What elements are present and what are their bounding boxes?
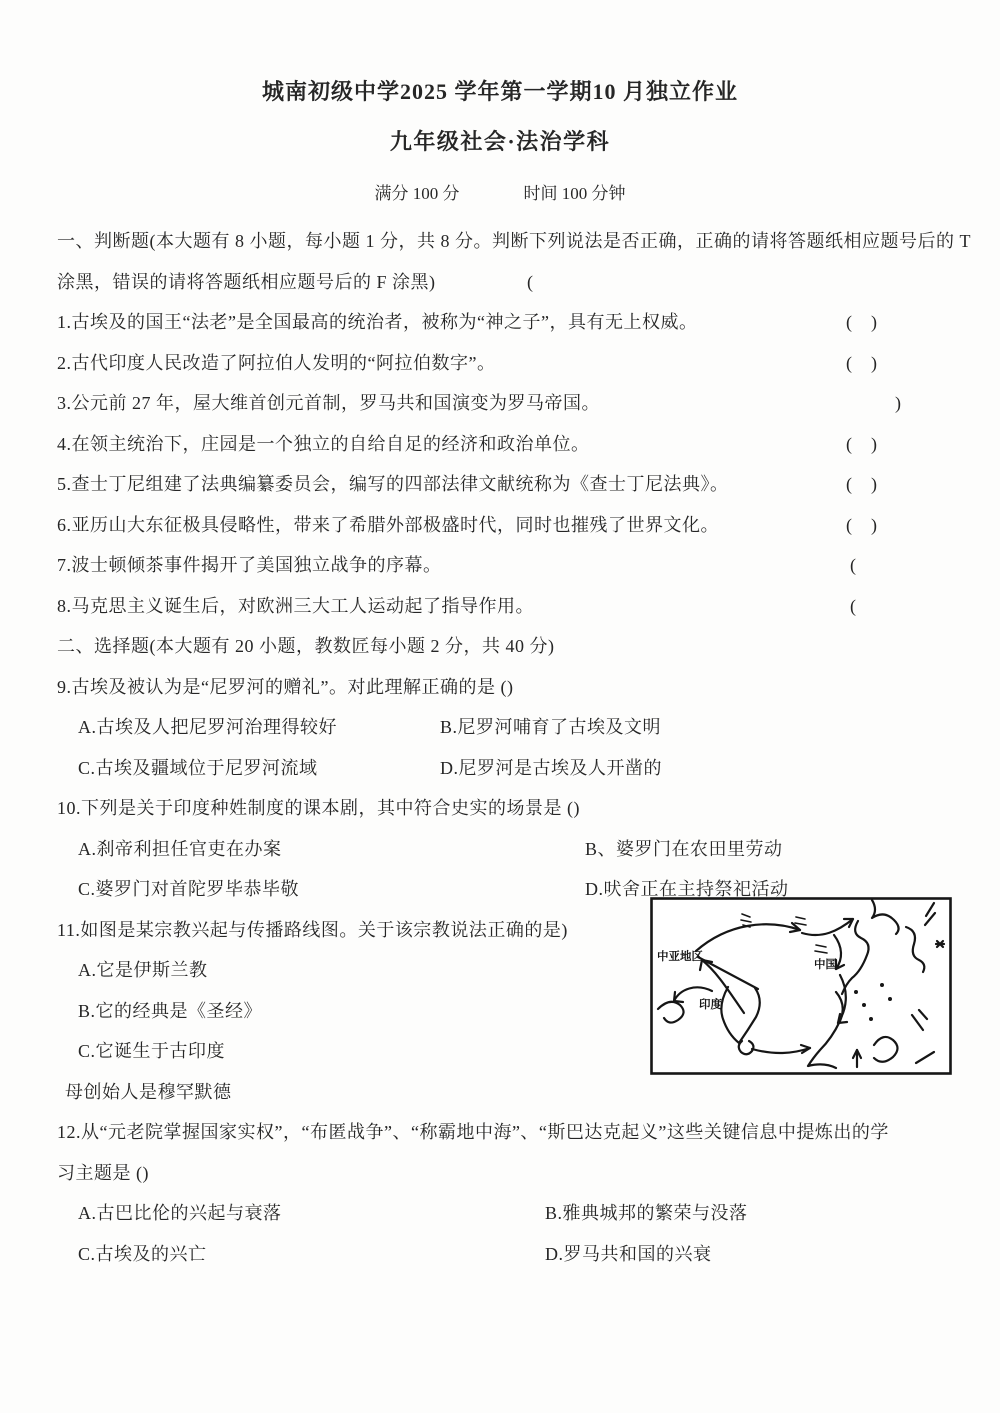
answer-bracket: ( ) (846, 352, 878, 373)
answer-bracket: ( ) (846, 433, 878, 454)
option-a: A.古埃及人把尼罗河治理得较好 (78, 717, 337, 737)
option-b: B.雅典城邦的繁荣与没落 (545, 1203, 748, 1223)
option-d: D.吠舍正在主持祭祀活动 (585, 879, 789, 899)
question-11-stem: 11.如图是某宗教兴起与传播路线图。关于该宗教说法正确的是) (57, 919, 568, 940)
question-12-options-cd (57, 1234, 952, 1275)
question-7 (57, 545, 952, 586)
question-10-options-ab (57, 829, 952, 870)
religion-spread-map (650, 897, 952, 1075)
map-label-china: 中国 (814, 959, 837, 971)
question-8 (57, 586, 952, 627)
island-dot (880, 983, 884, 987)
page-subtitle: 九年级社会·法治学科 (389, 129, 611, 154)
answer-bracket: ( (850, 595, 857, 616)
question-text: 2.古代印度人民改造了阿拉伯人发明的“阿拉伯数字”。 (57, 352, 496, 373)
duration-label: 时间 100 分钟 (523, 184, 626, 203)
question-1 (57, 302, 952, 343)
question-text: 4.在领主统治下，庄园是一个独立的自给自足的经济和政治单位。 (57, 433, 590, 454)
question-text: 1.古埃及的国王“法老”是全国最高的统治者，被称为“神之子”，具有无上权威。 (57, 312, 698, 332)
map-label-india: 印度 (699, 999, 722, 1011)
option-c: C.婆罗门对首陀罗毕恭毕敬 (78, 879, 300, 899)
page-title: 城南初级中学2025 学年第一学期10 月独立作业 (261, 79, 738, 104)
question-text: 7.波士顿倾茶事件揭开了美国独立战争的序幕。 (57, 555, 442, 575)
answer-bracket: ( ) (846, 312, 878, 332)
island-dot (854, 990, 858, 994)
question-text: 6.亚历山大东征极具侵略性，带来了希腊外部极盛时代，同时也摧残了世界文化。 (57, 514, 719, 535)
section1-intro-text: 涂黑，错误的请将答题纸相应题号后的 F 涂黑) (57, 271, 436, 292)
question-9-stem: 9.古埃及被认为是“尼罗河的赠礼”。对此理解正确的是 () (57, 676, 514, 697)
answer-bracket: ( (527, 271, 534, 292)
island-dot (869, 1017, 873, 1021)
question-6 (57, 505, 952, 546)
question-9-options-cd (57, 748, 952, 789)
answer-bracket: ) (895, 393, 902, 413)
option-b: B.它的经典是《圣经》 (78, 1000, 263, 1021)
option-d: D.罗马共和国的兴衰 (545, 1243, 712, 1264)
option-c: C.它诞生于古印度 (78, 1041, 226, 1061)
question-12-stem-line2: 习主题是 () (57, 1162, 149, 1183)
island-dot (888, 997, 892, 1001)
exam-body (0, 221, 1000, 1274)
option-d: 母创始人是穆罕默德 (65, 1081, 232, 1102)
option-b: B.尼罗河哺育了古埃及文明 (440, 717, 662, 737)
option-a: A.刹帝利担任官吏在办案 (78, 838, 282, 859)
option-b: B、婆罗门在农田里劳动 (585, 838, 783, 859)
exam-meta (0, 185, 1000, 203)
section1-intro-line1: 一、判断题(本大题有 8 小题，每小题 1 分，共 8 分。判断下列说法是否正确，正确的请将答题纸相应题号后的 T (57, 231, 971, 251)
question-12-stem-line1: 12.从“元老院掌握国家实权”，“布匿战争”、“称霸地中海”、“斯巴达克起义”这些关键信息中提炼出的学 (57, 1122, 889, 1142)
option-a: A.古巴比伦的兴起与衰落 (78, 1203, 282, 1223)
question-text: 3.公元前 27 年，屋大维首创元首制，罗马共和国演变为罗马帝国。 (57, 393, 600, 413)
question-2 (57, 343, 952, 384)
question-5 (57, 464, 952, 505)
full-score-label: 满分 100 分 (374, 184, 460, 203)
question-9-options-ab (57, 707, 952, 748)
option-c: C.古埃及疆域位于尼罗河流域 (78, 757, 318, 778)
section1-intro-line2 (57, 262, 952, 303)
answer-bracket: ( ) (846, 514, 878, 535)
question-4 (57, 424, 952, 465)
map-label-central-asia: 中亚地区 (657, 951, 703, 963)
answer-bracket: ( ) (846, 474, 878, 494)
question-10-stem: 10.下列是关于印度种姓制度的课本剧，其中符合史实的场景是 () (57, 798, 580, 818)
question-12-options-ab (57, 1193, 952, 1234)
question-text: 5.查士丁尼组建了法典编纂委员会，编写的四部法律文献统称为《查士丁尼法典》。 (57, 474, 729, 494)
question-3 (57, 383, 952, 424)
question-text: 8.马克思主义诞生后，对欧洲三大工人运动起了指导作用。 (57, 595, 534, 616)
option-c: C.古埃及的兴亡 (78, 1243, 207, 1264)
section2-intro: 二、选择题(本大题有 20 小题，教数匠每小题 2 分，共 40 分) (57, 636, 555, 656)
option-d: D.尼罗河是古埃及人开凿的 (440, 757, 662, 778)
answer-bracket: ( (850, 555, 857, 575)
island-dot (862, 1003, 866, 1007)
question-11-option-d (57, 1072, 952, 1113)
option-a: A.它是伊斯兰教 (78, 960, 208, 980)
